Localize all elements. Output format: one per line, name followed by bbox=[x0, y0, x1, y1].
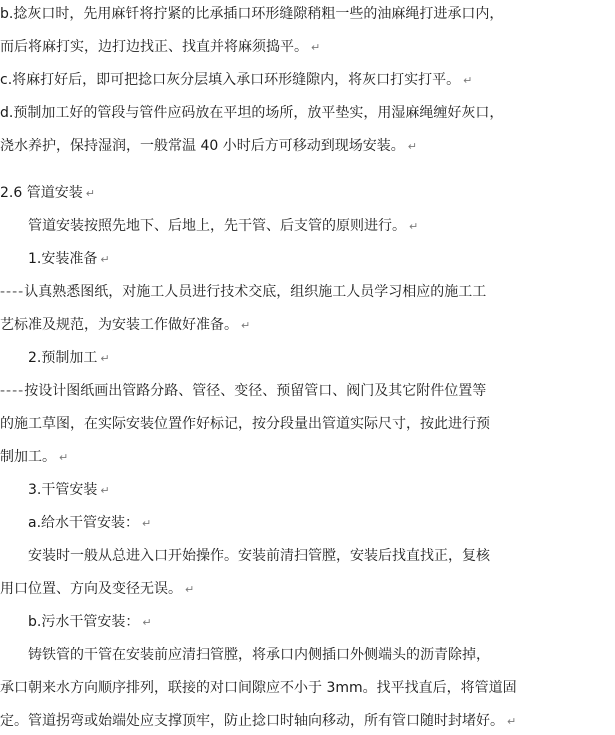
paragraph-mark-icon: ↵ bbox=[100, 352, 110, 365]
section-heading-2-6: 2.6 管道安装 ↵ bbox=[0, 185, 95, 201]
dash-prefix: ---- bbox=[0, 383, 25, 399]
paragraph-mark-icon: ↵ bbox=[185, 583, 195, 596]
para-d-storage: d.预制加工好的管段与管件应码放在平坦的场所，放平垫实，用湿麻绳缠好灰口， bbox=[0, 105, 504, 121]
heading-water-supply: a.给水干管安装： ↵ bbox=[28, 515, 152, 531]
paragraph-mark-icon: ↵ bbox=[85, 187, 95, 200]
para-c-fill: c.将麻打好后，即可把捻口灰分层填入承口环形缝隙内，将灰口打实打平。 ↵ bbox=[0, 72, 473, 88]
dash-prefix: ---- bbox=[0, 284, 25, 300]
paragraph-mark-icon: ↵ bbox=[407, 140, 417, 153]
paragraph-mark-icon: ↵ bbox=[507, 715, 517, 728]
paragraph-mark-icon: ↵ bbox=[409, 220, 419, 233]
heading-main-pipe: 3.干管安装 ↵ bbox=[28, 482, 110, 498]
para-prefab-end: 制加工。 ↵ bbox=[0, 449, 69, 465]
para-install-prep: ----认真熟悉图纸，对施工人员进行技术交底，组织施工人员学习相应的施工工 bbox=[0, 284, 487, 300]
para-d-storage-cont: 浇水养护，保持湿润，一般常温 40 小时后方可移动到现场安装。 ↵ bbox=[0, 138, 417, 154]
para-b-caulking-cont: 而后将麻打实，边打边找正、找直并将麻须捣平。 ↵ bbox=[0, 39, 321, 55]
para-b-caulking: b.捻灰口时，先用麻钎将拧紧的比承插口环形缝隙稍粗一些的油麻绳打进承口内， bbox=[0, 6, 504, 22]
para-sewage-end: 定。管道拐弯或始端处应支撑顶牢，防止捻口时轴向移动，所有管口随时封堵好。 ↵ bbox=[0, 713, 517, 729]
paragraph-mark-icon: ↵ bbox=[142, 616, 152, 629]
para-sewage-cont: 承口朝来水方向顺序排列，联接的对口间隙应不小于 3mm。找平找直后，将管道固 bbox=[0, 680, 517, 696]
heading-prefab: 2.预制加工 ↵ bbox=[28, 350, 110, 366]
para-prefab-cont: 的施工草图，在实际安装位置作好标记，按分段量出管道实际尺寸，按此进行预 bbox=[0, 416, 490, 432]
para-install-prep-cont: 艺标准及规范，为安装工作做好准备。 ↵ bbox=[0, 317, 251, 333]
heading-install-prep: 1.安装准备 ↵ bbox=[28, 251, 110, 267]
paragraph-mark-icon: ↵ bbox=[311, 41, 321, 54]
paragraph-mark-icon: ↵ bbox=[463, 74, 473, 87]
para-prefab: ----按设计图纸画出管路分路、管径、变径、预留管口、阀门及其它附件位置等 bbox=[0, 383, 487, 399]
paragraph-mark-icon: ↵ bbox=[142, 517, 152, 530]
paragraph-mark-icon: ↵ bbox=[59, 451, 69, 464]
heading-sewage: b.污水干管安装： ↵ bbox=[28, 614, 152, 630]
paragraph-mark-icon: ↵ bbox=[100, 253, 110, 266]
para-install-principle: 管道安装按照先地下、后地上，先干管、后支管的原则进行。 ↵ bbox=[28, 218, 419, 234]
paragraph-mark-icon: ↵ bbox=[241, 319, 251, 332]
para-water-supply: 安装时一般从总进入口开始操作。安装前清扫管膛，安装后找直找正，复核 bbox=[28, 548, 490, 564]
para-water-supply-cont: 用口位置、方向及变径无误。 ↵ bbox=[0, 581, 195, 597]
para-sewage: 铸铁管的干管在安装前应清扫管膛，将承口内侧插口外侧端头的沥青除掉， bbox=[28, 647, 490, 663]
paragraph-mark-icon: ↵ bbox=[100, 484, 110, 497]
